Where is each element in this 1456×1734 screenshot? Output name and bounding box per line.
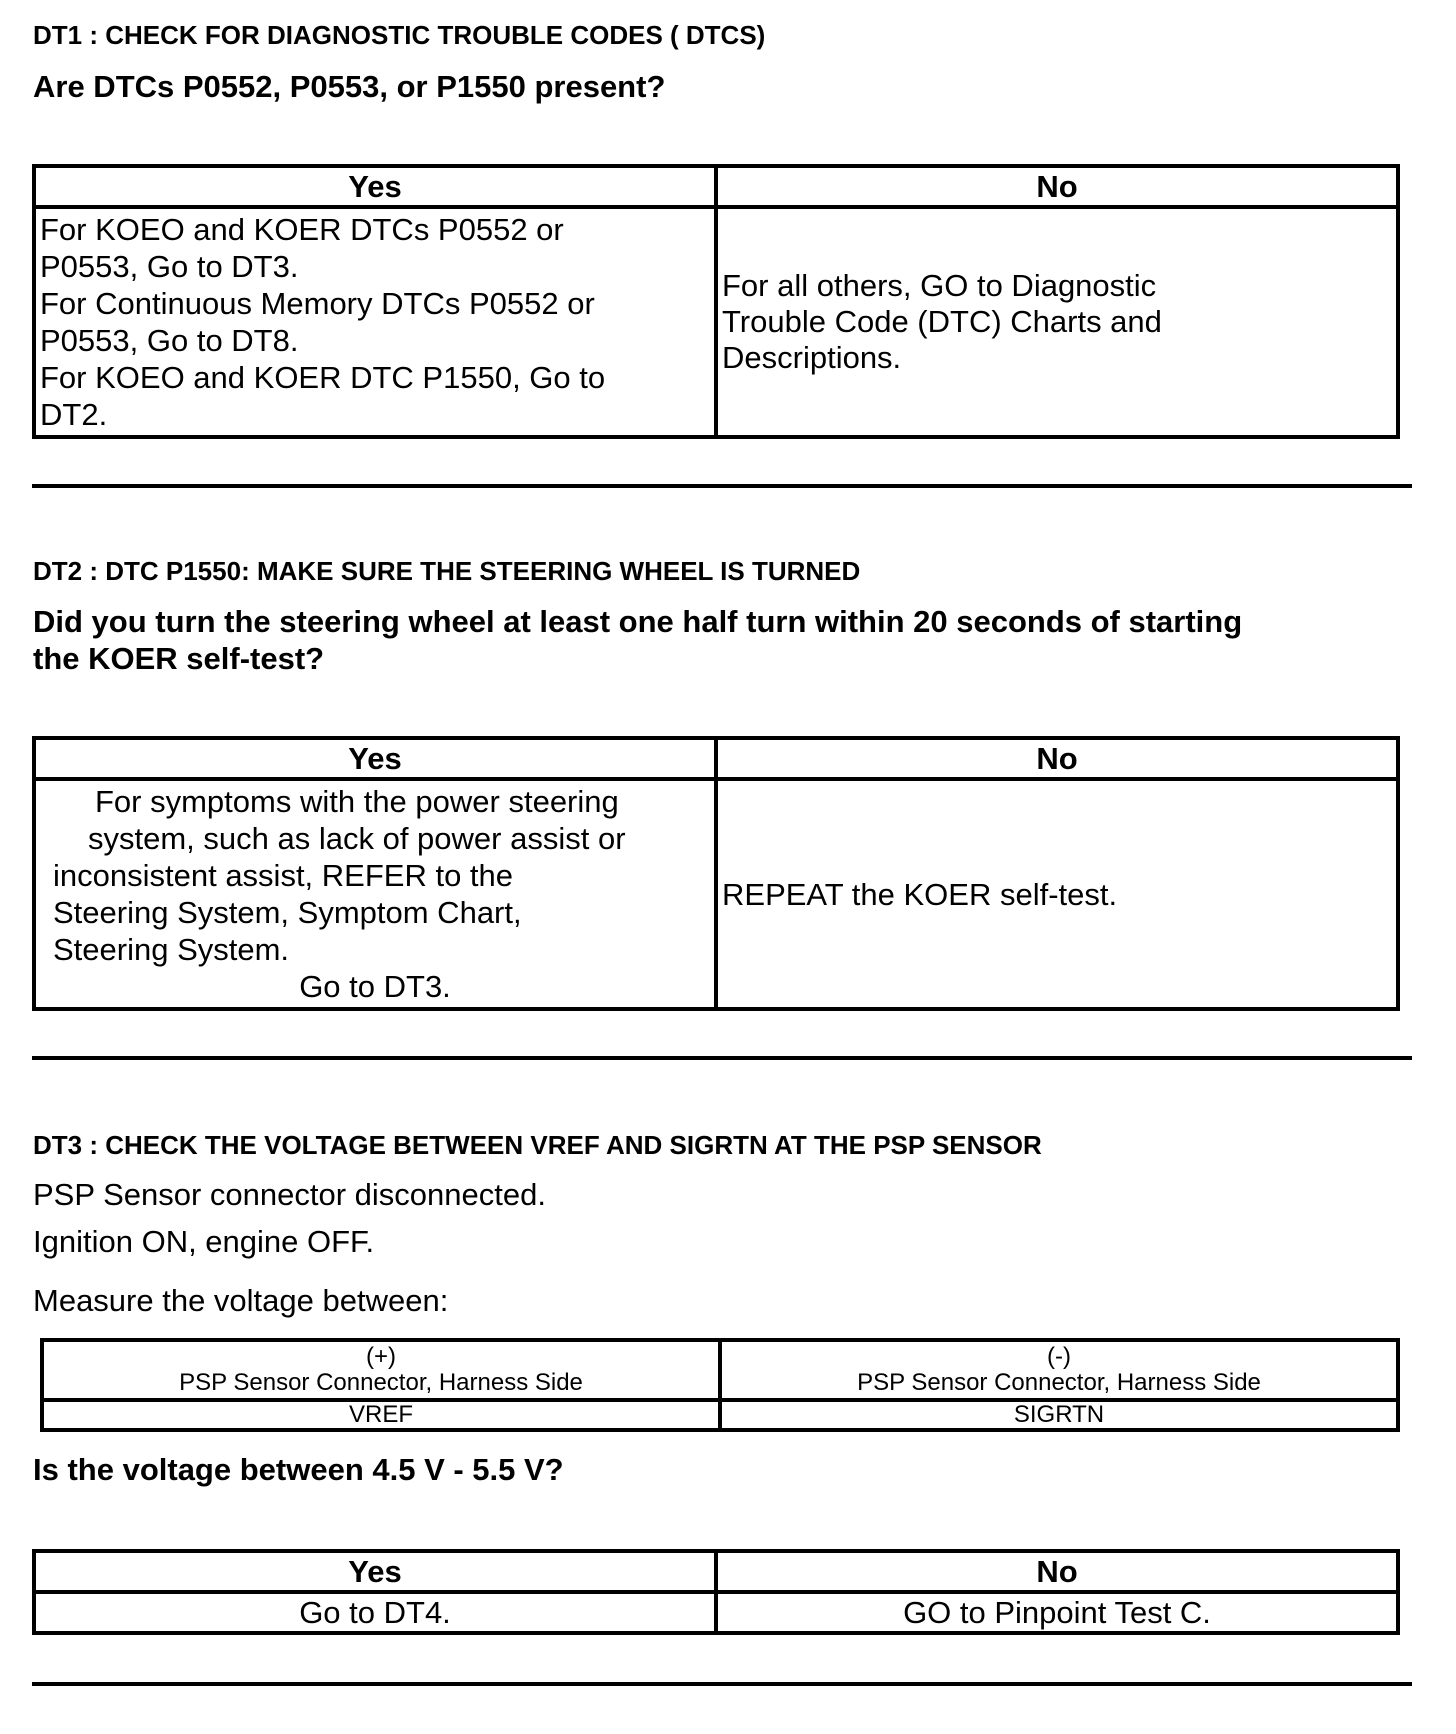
dt1-yes-header: Yes [34, 166, 716, 207]
dt3-no-cell: GO to Pinpoint Test C. [716, 1592, 1398, 1633]
dt1-yes-cell [34, 207, 716, 437]
dt2-yes-line: system, such as lack of power assist or [88, 821, 626, 856]
dt1-no-header: No [716, 166, 1398, 207]
dt2-result-table [32, 736, 1400, 1011]
dt3-negative-probe [720, 1340, 1398, 1400]
dt2-yes-line: inconsistent assist, REFER to the [53, 858, 514, 893]
negative-connector: PSP Sensor Connector, Harness Side [857, 1369, 1261, 1396]
dt3-measure-label: Measure the voltage between: [33, 1283, 449, 1318]
dt2-yes-line: Steering System. [53, 932, 290, 967]
dt1-no-cell [716, 207, 1398, 437]
dt3-measurement-table [40, 1338, 1400, 1432]
dt2-question [33, 603, 1242, 677]
dt1-question: Are DTCs P0552, P0553, or P1550 present? [33, 69, 666, 104]
dt2-no-header: No [716, 738, 1398, 779]
dt3-condition-connector: PSP Sensor connector disconnected. [33, 1177, 546, 1212]
dt1-no-line: Trouble Code (DTC) Charts and [722, 304, 1162, 339]
dt3-condition-ignition: Ignition ON, engine OFF. [33, 1224, 375, 1259]
dt1-heading: DT1 : CHECK FOR DIAGNOSTIC TROUBLE CODES ( DTCS) [33, 20, 766, 50]
dt2-yes-line: Steering System, Symptom Chart, [53, 895, 522, 930]
negative-symbol: (-) [1047, 1343, 1071, 1370]
dt3-no-header: No [716, 1551, 1398, 1592]
section-divider [32, 484, 1412, 488]
dt2-question-line: the KOER self-test? [33, 641, 325, 676]
positive-symbol: (+) [366, 1343, 396, 1370]
dt1-yes-line: P0553, Go to DT8. [40, 323, 299, 358]
dt2-heading: DT2 : DTC P1550: MAKE SURE THE STEERING WHEEL IS TURNED [33, 556, 861, 586]
dt1-no-line: For all others, GO to Diagnostic [722, 268, 1157, 303]
dt1-yes-line: P0553, Go to DT3. [40, 249, 299, 284]
dt3-positive-probe [42, 1340, 720, 1400]
dt3-result-table [32, 1549, 1400, 1635]
dt2-yes-header: Yes [34, 738, 716, 779]
section-divider [32, 1056, 1412, 1060]
negative-pin: SIGRTN [720, 1400, 1398, 1430]
dt2-question-line: Did you turn the steering wheel at least one half turn within 20 seconds of starting [33, 604, 1243, 639]
dt3-heading: DT3 : CHECK THE VOLTAGE BETWEEN VREF AND SIGRTN AT THE PSP SENSOR [33, 1130, 1042, 1160]
dt1-no-line: Descriptions. [722, 340, 902, 375]
dt2-no-cell: REPEAT the KOER self-test. [716, 779, 1398, 1009]
section-divider [32, 1682, 1412, 1686]
dt3-question: Is the voltage between 4.5 V - 5.5 V? [33, 1452, 564, 1487]
dt2-yes-cell [34, 779, 716, 1009]
dt2-yes-line: For symptoms with the power steering [95, 784, 619, 819]
dt1-yes-line: DT2. [40, 397, 108, 432]
dt1-result-table [32, 164, 1400, 439]
dt3-yes-cell: Go to DT4. [34, 1592, 716, 1633]
dt3-yes-header: Yes [34, 1551, 716, 1592]
positive-pin: VREF [42, 1400, 720, 1430]
dt1-yes-line: For KOEO and KOER DTCs P0552 or [40, 212, 564, 247]
dt2-yes-line: Go to DT3. [299, 969, 451, 1004]
positive-connector: PSP Sensor Connector, Harness Side [179, 1369, 583, 1396]
dt1-yes-line: For Continuous Memory DTCs P0552 or [40, 286, 595, 321]
dt1-yes-line: For KOEO and KOER DTC P1550, Go to [40, 360, 606, 395]
